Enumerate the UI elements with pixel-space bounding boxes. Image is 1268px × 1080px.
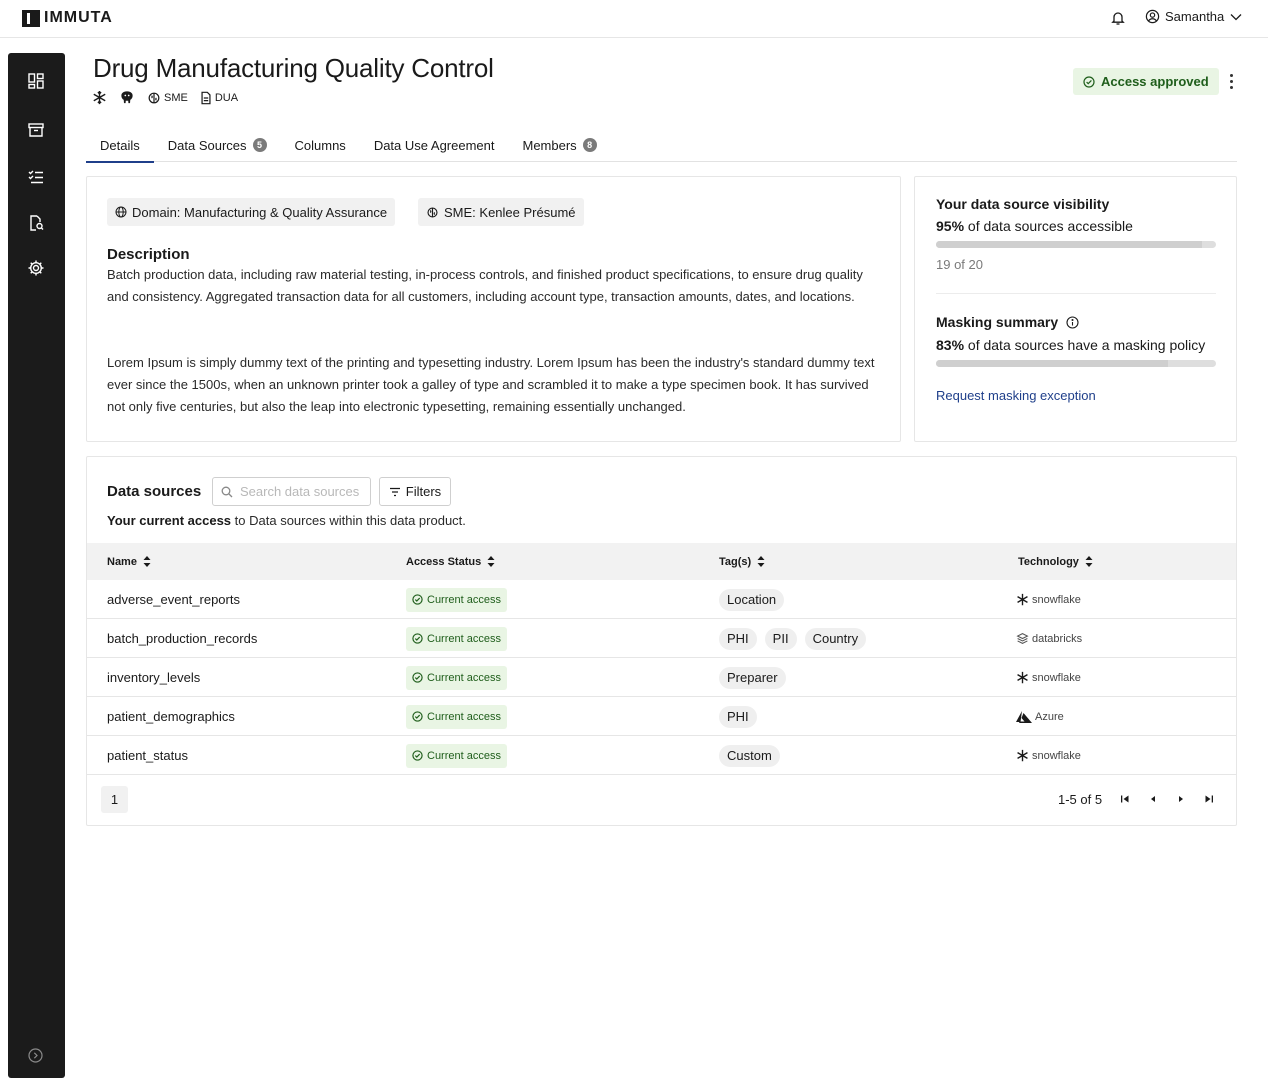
tab-label: Columns bbox=[294, 137, 346, 153]
tab-bar bbox=[86, 128, 1237, 162]
details-card bbox=[86, 176, 901, 442]
chevron-down-icon bbox=[1229, 10, 1243, 24]
first-page-icon[interactable] bbox=[1118, 792, 1132, 806]
visibility-summary bbox=[936, 218, 1133, 234]
access-status-cell bbox=[406, 736, 507, 775]
technology-logo bbox=[1016, 632, 1082, 645]
tags-cell bbox=[719, 736, 788, 775]
tag-chip[interactable]: PHI bbox=[719, 628, 757, 650]
access-status-cell bbox=[406, 697, 507, 736]
search-icon bbox=[221, 486, 233, 498]
check-circle-icon bbox=[1083, 76, 1095, 88]
archive-icon[interactable] bbox=[26, 120, 46, 140]
column-label: Technology bbox=[1018, 555, 1079, 568]
tab-label: Data Sources bbox=[167, 137, 247, 153]
masking-percent: 83% bbox=[936, 337, 965, 353]
subtitle-bold: Your current access bbox=[107, 513, 232, 528]
azure-icon bbox=[1016, 711, 1032, 723]
tags-cell bbox=[719, 658, 794, 697]
logo-mark-icon bbox=[22, 10, 40, 27]
visibility-progress-bar bbox=[936, 241, 1216, 248]
check-circle-icon bbox=[412, 672, 423, 683]
snowflake-icon bbox=[1016, 749, 1029, 762]
column-header-technology[interactable] bbox=[1018, 543, 1093, 580]
top-bar bbox=[0, 0, 1268, 38]
access-status-cell bbox=[406, 658, 507, 697]
access-status-label: Current access bbox=[427, 710, 501, 723]
masking-heading: Masking summary bbox=[936, 314, 1059, 330]
visibility-heading: Your data source visibility bbox=[936, 196, 1110, 212]
access-status-cell bbox=[406, 619, 507, 658]
check-circle-icon bbox=[412, 633, 423, 644]
sme-label: SME bbox=[164, 91, 188, 104]
tag-chip[interactable]: Preparer bbox=[719, 667, 786, 689]
technology-logo bbox=[1016, 711, 1064, 723]
check-circle-icon bbox=[412, 750, 423, 761]
column-label: Tag(s) bbox=[719, 555, 752, 568]
summary-card bbox=[914, 176, 1237, 442]
dashboard-icon[interactable] bbox=[26, 71, 46, 91]
tab-label: Details bbox=[100, 137, 140, 153]
check-circle-icon bbox=[412, 594, 423, 605]
domain-chip[interactable] bbox=[107, 198, 395, 226]
document-search-icon[interactable] bbox=[26, 213, 46, 233]
masking-progress-bar bbox=[936, 360, 1216, 367]
description-paragraph: Lorem Ipsum is simply dummy text of the printing and typesetting industry. Lorem Ipsum has been the industry's standard dummy text ever since the 1500s, when an unknown printer took a galley of type and scrambled it to make a type specimen book. It has survived not only five centuries, but also the leap into electronic typesetting, remaining essentially unchanged. bbox=[107, 355, 875, 414]
technology-label: Azure bbox=[1035, 710, 1064, 723]
brain-icon bbox=[426, 206, 439, 219]
visibility-progress-fill bbox=[936, 241, 1202, 248]
column-header-name[interactable] bbox=[107, 543, 151, 580]
tab-data-sources[interactable] bbox=[154, 128, 281, 162]
tag-chip[interactable]: Country bbox=[805, 628, 867, 650]
tab-label: Data Use Agreement bbox=[373, 137, 495, 153]
masking-summary bbox=[936, 337, 1205, 353]
tags-cell bbox=[719, 619, 874, 658]
table-header bbox=[87, 543, 1236, 580]
pagination-page-button[interactable]: 1 bbox=[101, 786, 128, 813]
divider bbox=[936, 293, 1216, 294]
product-meta bbox=[92, 90, 244, 105]
next-page-icon[interactable] bbox=[1174, 792, 1188, 806]
last-page-icon[interactable] bbox=[1202, 792, 1216, 806]
access-status-cell bbox=[406, 580, 507, 619]
data-sources-title: Data sources bbox=[107, 483, 202, 500]
sort-icon bbox=[1085, 556, 1093, 567]
technology-logo bbox=[1016, 671, 1081, 684]
search-input[interactable] bbox=[240, 484, 365, 499]
access-status-badge bbox=[406, 627, 507, 651]
technology-cell bbox=[1016, 697, 1064, 736]
table-row[interactable] bbox=[87, 658, 1236, 697]
snowflake-icon bbox=[1016, 671, 1029, 684]
masking-progress-fill bbox=[936, 360, 1168, 367]
sort-icon bbox=[487, 556, 495, 567]
more-options-icon[interactable] bbox=[1226, 72, 1236, 90]
description-heading: Description bbox=[107, 246, 190, 263]
description-paragraph: Batch production data, including raw material testing, in-process controls, and finished product specifications, to ensure drug quality and consistency. Aggregated transaction data for all customers, including account type, transaction amounts, dates, and locations. bbox=[107, 267, 863, 304]
request-masking-exception-link[interactable]: Request masking exception bbox=[936, 388, 1096, 403]
tag-chip[interactable]: Custom bbox=[719, 745, 780, 767]
data-sources-subtitle bbox=[107, 513, 466, 528]
tab-count-badge: 8 bbox=[583, 138, 597, 152]
column-header-status[interactable] bbox=[406, 543, 495, 580]
filters-label: Filters bbox=[405, 484, 442, 499]
column-label: Name bbox=[107, 555, 137, 568]
filter-icon bbox=[389, 487, 401, 497]
expand-sidebar-icon[interactable] bbox=[28, 1048, 43, 1063]
page-title: Drug Manufacturing Quality Control bbox=[93, 53, 494, 83]
info-icon[interactable] bbox=[1066, 316, 1079, 329]
user-avatar-icon bbox=[1145, 9, 1160, 24]
access-status-badge bbox=[406, 705, 507, 729]
data-source-name[interactable]: patient_status bbox=[107, 748, 188, 763]
tab-columns[interactable] bbox=[281, 128, 360, 162]
masking-heading-row bbox=[936, 314, 1079, 330]
document-icon bbox=[200, 91, 212, 105]
user-menu[interactable] bbox=[1145, 9, 1243, 24]
access-status-label: Access approved bbox=[1101, 74, 1209, 89]
table-row[interactable] bbox=[87, 697, 1236, 736]
access-status-badge bbox=[406, 744, 507, 768]
access-status-label: Current access bbox=[427, 671, 501, 684]
access-status-label: Current access bbox=[427, 593, 501, 606]
dua-meta bbox=[200, 91, 238, 105]
access-status-badge bbox=[406, 588, 507, 612]
check-circle-icon bbox=[412, 711, 423, 722]
sme-chip-label: SME: Kenlee Présumé bbox=[444, 204, 576, 220]
visibility-fraction: 19 of 20 bbox=[936, 257, 983, 272]
filters-button[interactable] bbox=[379, 477, 451, 506]
data-source-name[interactable]: adverse_event_reports bbox=[107, 592, 240, 607]
data-source-name[interactable]: inventory_levels bbox=[107, 670, 201, 685]
technology-logo bbox=[1016, 749, 1081, 762]
technology-cell bbox=[1016, 619, 1082, 658]
search-box bbox=[212, 477, 371, 506]
tags-cell bbox=[719, 580, 792, 619]
access-status-badge bbox=[1073, 68, 1219, 95]
tags-cell bbox=[719, 697, 765, 736]
tab-count-badge: 5 bbox=[253, 138, 267, 152]
postgres-icon bbox=[119, 90, 135, 105]
table-row[interactable] bbox=[87, 619, 1236, 658]
sort-icon bbox=[757, 556, 765, 567]
technology-cell bbox=[1016, 736, 1081, 775]
subtitle-rest: to Data sources within this data product. bbox=[234, 513, 466, 528]
visibility-percent: 95% bbox=[936, 218, 965, 234]
previous-page-icon[interactable] bbox=[1146, 792, 1160, 806]
table-row[interactable] bbox=[87, 736, 1236, 775]
access-status-label: Current access bbox=[427, 749, 501, 762]
brain-icon bbox=[147, 91, 161, 105]
table-row[interactable] bbox=[87, 580, 1236, 619]
brand-name: IMMUTA bbox=[44, 9, 113, 26]
checklist-icon[interactable] bbox=[26, 167, 46, 187]
technology-cell bbox=[1016, 658, 1081, 697]
technology-logo bbox=[1016, 593, 1081, 606]
sidebar-nav bbox=[8, 53, 65, 1078]
databricks-icon bbox=[1016, 632, 1029, 645]
access-status-label: Current access bbox=[427, 632, 501, 645]
masking-text: of data sources have a masking policy bbox=[967, 337, 1206, 353]
tab-details[interactable] bbox=[86, 128, 154, 162]
tab-label: Members bbox=[522, 137, 577, 153]
technology-label: snowflake bbox=[1032, 593, 1081, 606]
column-label: Access Status bbox=[406, 555, 482, 568]
tag-chip[interactable]: Location bbox=[719, 589, 784, 611]
data-sources-card bbox=[86, 456, 1237, 826]
sme-chip[interactable] bbox=[418, 198, 584, 226]
technology-label: snowflake bbox=[1032, 671, 1081, 684]
pagination-range: 1-5 of 5 bbox=[1058, 792, 1103, 807]
tab-data-use-agreement[interactable] bbox=[360, 128, 509, 162]
technology-label: databricks bbox=[1032, 632, 1083, 645]
column-header-tags[interactable] bbox=[719, 543, 765, 580]
brand-logo[interactable] bbox=[22, 9, 113, 27]
domain-chip-label: Domain: Manufacturing & Quality Assurance bbox=[132, 204, 388, 220]
visibility-text: of data sources accessible bbox=[967, 218, 1133, 234]
gear-icon[interactable] bbox=[26, 258, 46, 278]
snowflake-icon bbox=[92, 90, 107, 105]
tag-chip[interactable]: PII bbox=[765, 628, 797, 650]
tag-chip[interactable]: PHI bbox=[719, 706, 757, 728]
user-name: Samantha bbox=[1165, 9, 1225, 24]
technology-cell bbox=[1016, 580, 1081, 619]
sme-meta bbox=[147, 91, 188, 105]
dua-label: DUA bbox=[214, 91, 239, 104]
data-source-name[interactable]: patient_demographics bbox=[107, 709, 235, 724]
data-source-name[interactable]: batch_production_records bbox=[107, 631, 258, 646]
globe-icon bbox=[115, 206, 127, 218]
sort-icon bbox=[143, 556, 151, 567]
tab-members[interactable] bbox=[509, 128, 611, 162]
snowflake-icon bbox=[1016, 593, 1029, 606]
technology-label: snowflake bbox=[1032, 749, 1081, 762]
access-status-badge bbox=[406, 666, 507, 690]
bell-icon[interactable] bbox=[1110, 10, 1126, 26]
